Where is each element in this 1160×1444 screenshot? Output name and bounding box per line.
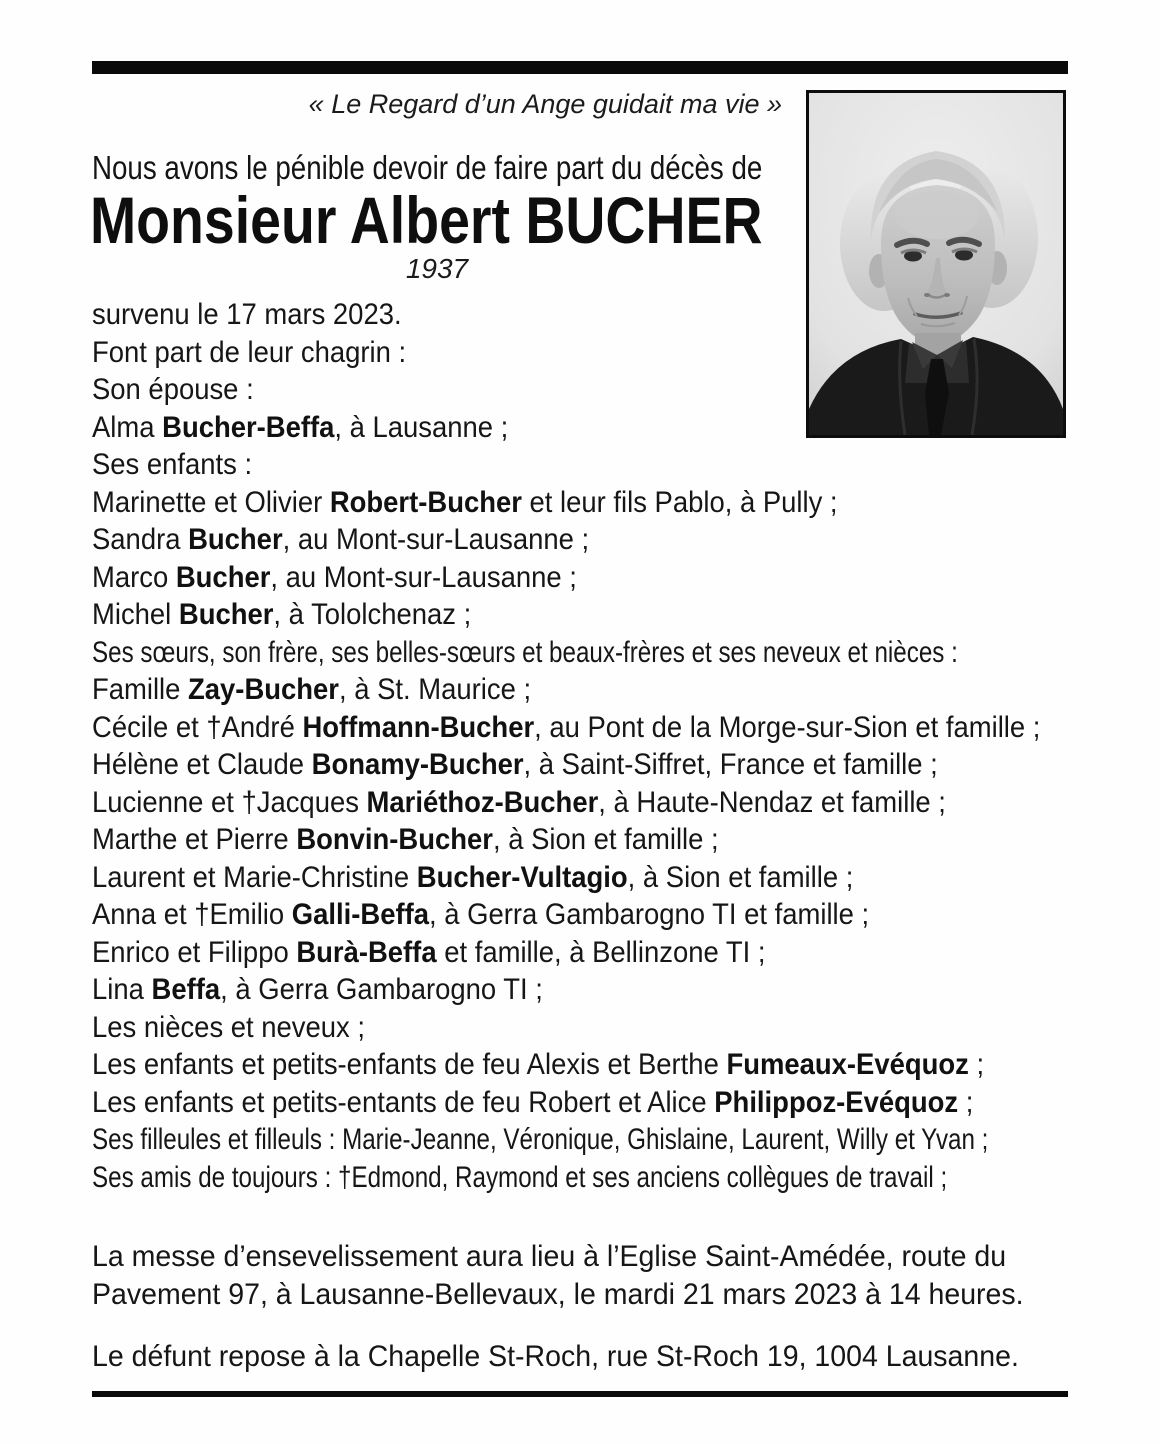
ceremony-paragraph [92,1238,1073,1314]
repose-paragraph [92,1338,1068,1376]
family-line: Son épouse : [92,373,254,406]
family-line: Cécile et †André Hoffmann-Bucher, au Pont de la Morge-sur-Sion et famille ; [92,710,1041,744]
family-line: Les nièces et neveux ; [92,1010,365,1044]
family-line: Ses enfants : [92,448,253,481]
family-line: Laurent et Marie-Christine Bucher-Vultagio, à Sion et famille ; [92,860,854,894]
family-line: Les enfants et petits-enfants de feu Alexis et Berthe Fumeaux-Evéquoz ; [92,1048,985,1081]
top-rule [92,61,1068,74]
family-list [92,296,1160,1196]
family-line: Famille Zay-Bucher, à St. Maurice ; [92,673,532,706]
ceremony-line: La messe d’ensevelissement aura lieu à l’Eglise Saint-Amédée, route du [92,1240,1007,1273]
family-line: Ses sœurs, son frère, ses belles-sœurs et beaux-frères et ses neveux et nièces : [92,635,958,669]
family-line: Enrico et Filippo Burà-Beffa et famille, à Bellinzone TI ; [92,935,766,969]
family-line: Sandra Bucher, au Mont-sur-Lausanne ; [92,523,590,556]
announcement-line: Nous avons le pénible devoir de faire part du décès de [92,149,763,186]
ceremony-line: Pavement 97, à Lausanne-Bellevaux, le mardi 21 mars 2023 à 14 heures. [92,1278,1024,1311]
bottom-rule [92,1391,1068,1397]
family-line: Michel Bucher, à Tololchenaz ; [92,598,472,631]
family-line: Marco Bucher, au Mont-sur-Lausanne ; [92,560,577,594]
birth-year: 1937 [405,253,469,284]
family-line: Les enfants et petits-entants de feu Robert et Alice Philippoz-Evéquoz ; [92,1085,974,1119]
deceased-name-title: Monsieur Albert BUCHER [90,183,763,257]
family-line: Marthe et Pierre Bonvin-Bucher, à Sion et famille ; [92,823,719,856]
family-line: Ses filleules et filleuls : Marie-Jeanne, Véronique, Ghislaine, Laurent, Willy et Yvan ; [92,1123,989,1156]
family-line: Marinette et Olivier Robert-Bucher et leur fils Pablo, à Pully ; [92,485,838,519]
family-line: Lina Beffa, à Gerra Gambarogno TI ; [92,973,543,1006]
family-line: survenu le 17 mars 2023. [92,298,402,331]
family-line: Ses amis de toujours : †Edmond, Raymond et ses anciens collègues de travail ; [92,1160,948,1194]
repose-line: Le défunt repose à la Chapelle St-Roch, rue St-Roch 19, 1004 Lausanne. [92,1340,1019,1373]
family-line: Lucienne et †Jacques Mariéthoz-Bucher, à Haute-Nendaz et famille ; [92,785,946,819]
family-line: Hélène et Claude Bonamy-Bucher, à Saint-Siffret, France et famille ; [92,748,938,781]
family-line: Alma Bucher-Beffa, à Lausanne ; [92,410,509,444]
epigraph-quote: « Le Regard d’un Ange guidait ma vie » [308,89,782,119]
family-line: Anna et †Emilio Galli-Beffa, à Gerra Gambarogno TI et famille ; [92,898,870,931]
family-line: Font part de leur chagrin : [92,335,407,369]
